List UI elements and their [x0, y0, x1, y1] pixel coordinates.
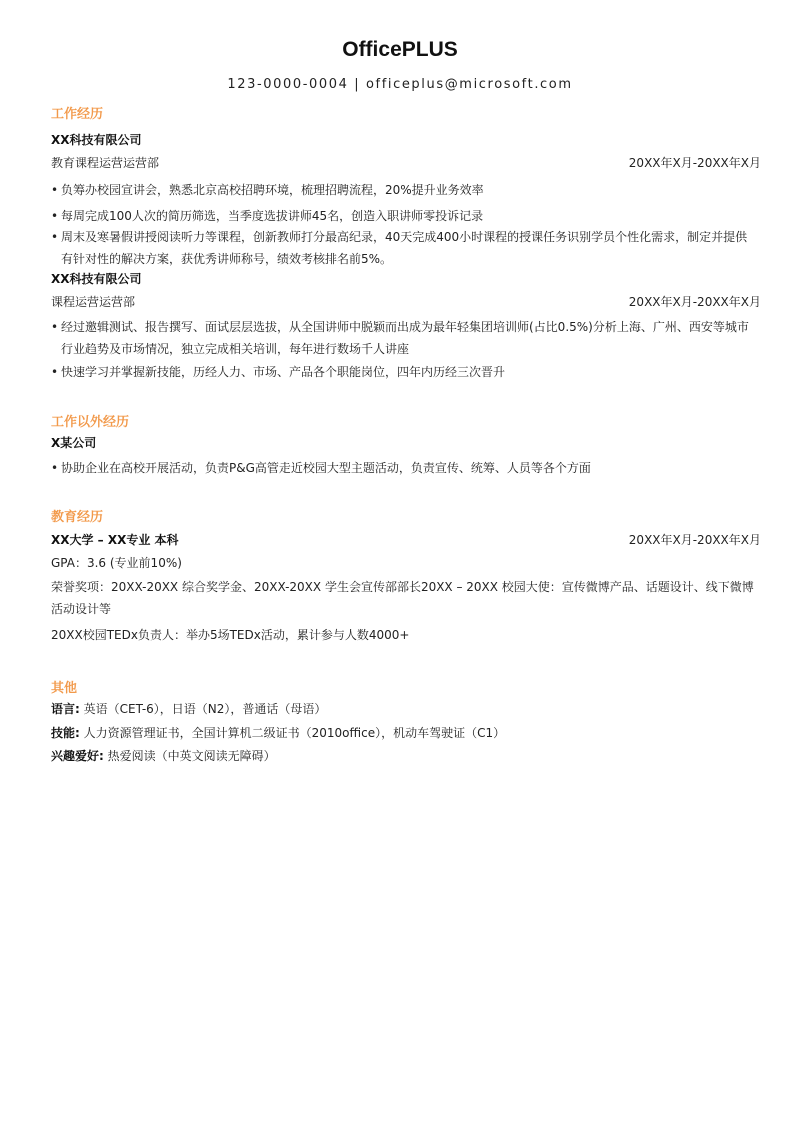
honors: 荣誉奖项：20XX-20XX 综合奖学金、20XX-20XX 学生会宣传部部长20XX – 20XX 校园大使：宣传微博产品、话题设计、线下微博活动设计等	[51, 580, 754, 616]
section-title-other: 其他	[51, 681, 78, 696]
language-label: 语言:	[51, 702, 80, 716]
bullet-item	[51, 316, 756, 360]
bullet-icon: •	[51, 209, 59, 223]
bullet-text: 经过邀辑测试、报告撰写、面试层层选拔，从全国讲师中脱颖而出成为最年轻集团培训师(占比0.5%)分析上海、广州、西安等城市行业趋势及市场情况，独立完成相关培训，每年进行数场千人讲座	[61, 320, 749, 356]
bullet-icon: •	[51, 183, 59, 197]
skills-value: 人力资源管理证书，全国计算机二级证书（2010office），机动车驾驶证（C1）	[83, 726, 506, 740]
gpa: GPA：3.6 (专业前10%)	[51, 556, 182, 570]
job-role: 课程运营运营部	[51, 295, 136, 309]
bullet-text: 每周完成100人次的简历筛选，当季度选拔讲师45名，创造入职讲师零投诉记录	[61, 209, 484, 223]
job-role: 教育课程运营运营部	[51, 156, 160, 170]
resume-name: OfficePLUS	[342, 38, 458, 61]
bullet-icon: •	[51, 230, 59, 244]
section-title-work: 工作经历	[51, 107, 104, 122]
bullet-item	[51, 205, 756, 227]
job-row	[51, 293, 761, 311]
section-title-outside: 工作以外经历	[51, 415, 130, 430]
bullet-text: 周末及寒暑假讲授阅读听力等课程，创新教师打分最高纪录，40天完成400小时课程的授课任务识别学员个性化需求，制定并提供有针对性的解决方案，获优秀讲师称号，绩效考核排名前5%。	[61, 230, 748, 266]
hobby-value: 热爱阅读（中英文阅读无障碍）	[107, 749, 276, 763]
school-degree: XX大学 – XX专业 本科	[51, 533, 179, 547]
job-row	[51, 154, 761, 172]
bullet-item	[51, 226, 756, 270]
education-date: 20XX年X月-20XX年X月	[628, 533, 761, 547]
bullet-item	[51, 457, 756, 479]
bullet-icon: •	[51, 461, 59, 475]
bullet-icon: •	[51, 365, 59, 379]
skills-row	[51, 724, 761, 742]
bullet-item	[51, 361, 756, 383]
tedx: 20XX校园TEDx负责人：举办5场TEDx活动，累计参与人数4000+	[51, 628, 410, 642]
job-date: 20XX年X月-20XX年X月	[628, 295, 761, 309]
company-name: X某公司	[51, 436, 97, 450]
hobby-label: 兴趣爱好:	[51, 749, 104, 763]
bullet-text: 快速学习并掌握新技能，历经人力、市场、产品各个职能岗位，四年内历经三次晋升	[61, 365, 506, 379]
language-value: 英语（CET-6），日语（N2），普通话（母语）	[83, 702, 327, 716]
job-date: 20XX年X月-20XX年X月	[628, 156, 761, 170]
language-row	[51, 700, 761, 718]
contact-info: 123-0000-0004 | officeplus@microsoft.com	[227, 77, 573, 92]
bullet-text: 协助企业在高校开展活动，负责P&G高管走近校园大型主题活动，负责宣传、统筹、人员等各个方面	[61, 461, 591, 475]
bullet-item	[51, 179, 756, 201]
company-name: XX科技有限公司	[51, 272, 142, 286]
skills-label: 技能:	[51, 726, 80, 740]
company-name: XX科技有限公司	[51, 133, 142, 147]
hobby-row	[51, 747, 761, 765]
bullet-text: 负筹办校园宣讲会，熟悉北京高校招聘环境，梳理招聘流程，20%提升业务效率	[61, 183, 484, 197]
section-title-education: 教育经历	[51, 510, 104, 525]
bullet-icon: •	[51, 320, 59, 334]
education-row	[51, 531, 761, 549]
